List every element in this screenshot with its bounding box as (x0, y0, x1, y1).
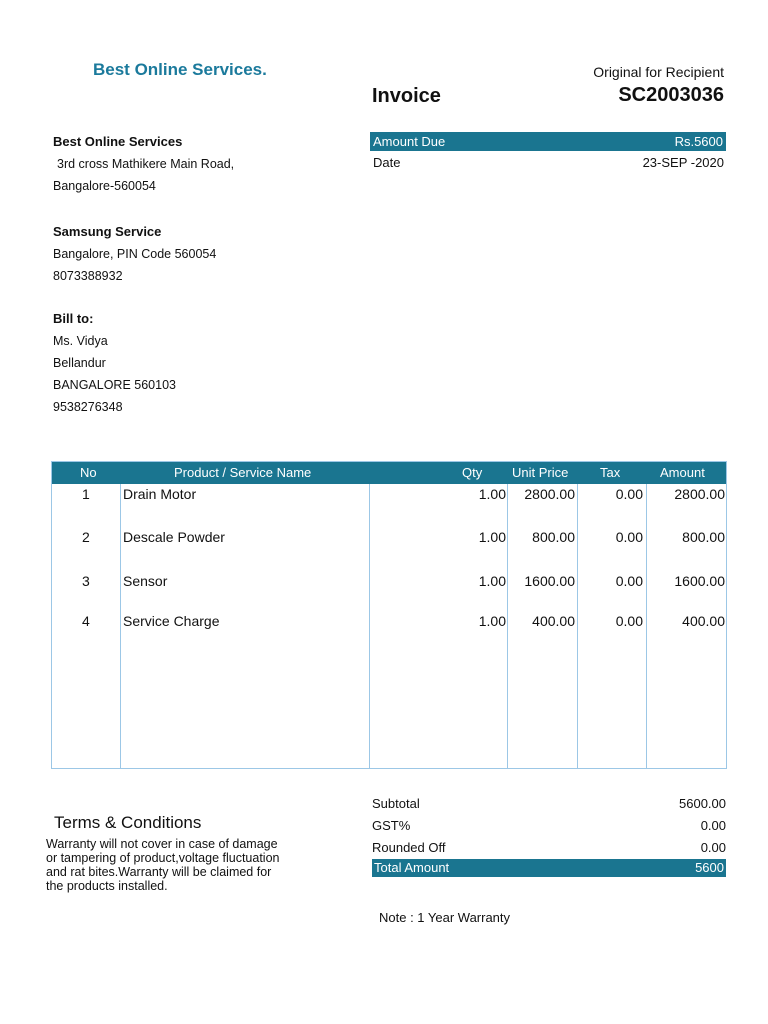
warranty-note: Note : 1 Year Warranty (379, 910, 511, 925)
total-amount-row (372, 859, 726, 877)
invoice-number: SC2003036 (618, 84, 724, 106)
column-divider (646, 484, 647, 768)
bill-to-block (53, 308, 176, 418)
header-unit-price: Unit Price (512, 465, 569, 480)
date-row (370, 153, 726, 172)
bill-to-label: Bill to: (53, 311, 94, 326)
cell-qty: 1.00 (478, 613, 506, 629)
header-no: No (80, 465, 97, 480)
date-value: 23-SEP -2020 (642, 155, 724, 170)
total-amount-label: Total Amount (374, 860, 450, 875)
cell-name: Drain Motor (123, 486, 197, 502)
cell-qty: 1.00 (478, 573, 506, 589)
terms-text: Warranty will not cover in case of damage or tampering of product,voltage fluctuation and rat bites.Warranty will be claimed for the products installed. (46, 837, 280, 893)
seller-address-line1: 3rd cross Mathikere Main Road, (57, 157, 235, 171)
rounded-off-label: Rounded Off (372, 840, 446, 855)
cell-name: Descale Powder (123, 529, 225, 545)
cell-tax: 0.00 (615, 486, 643, 502)
terms-title: Terms & Conditions (54, 813, 202, 832)
column-divider (369, 484, 370, 768)
gst-label: GST% (372, 818, 411, 833)
bill-to-area: Bellandur (53, 356, 106, 370)
rounded-off-row (372, 839, 726, 857)
cell-amount: 2800.00 (674, 486, 725, 502)
cell-no: 2 (82, 529, 90, 545)
seller-block (53, 131, 234, 197)
column-divider (120, 484, 121, 768)
subtotal-value: 5600.00 (679, 796, 726, 811)
cell-qty: 1.00 (478, 529, 506, 545)
table-header (52, 462, 726, 484)
cell-no: 1 (82, 486, 90, 502)
date-label: Date (373, 155, 401, 170)
cell-unit-price: 800.00 (532, 529, 575, 545)
gst-value: 0.00 (700, 818, 726, 833)
copy-label: Original for Recipient (593, 64, 724, 80)
header-amount: Amount (660, 465, 705, 480)
column-divider (507, 484, 508, 768)
cell-no: 4 (82, 613, 90, 629)
cell-amount: 1600.00 (674, 573, 725, 589)
seller-name: Best Online Services (53, 134, 183, 149)
total-amount-value: 5600 (695, 860, 724, 875)
bill-to-name: Ms. Vidya (53, 334, 108, 348)
column-divider (577, 484, 578, 768)
cell-name: Service Charge (123, 613, 220, 629)
cell-unit-price: 1600.00 (524, 573, 575, 589)
subtotal-row (372, 795, 726, 813)
gst-row (372, 817, 726, 835)
cell-tax: 0.00 (615, 613, 643, 629)
cell-qty: 1.00 (478, 486, 506, 502)
service-address: Bangalore, PIN Code 560054 (53, 247, 217, 261)
cell-amount: 800.00 (682, 529, 725, 545)
invoice-title: Invoice (372, 85, 441, 107)
seller-address-line2: Bangalore-560054 (53, 179, 156, 193)
bill-to-city: BANGALORE 560103 (53, 378, 176, 392)
cell-tax: 0.00 (615, 573, 643, 589)
header-tax: Tax (600, 465, 621, 480)
service-name: Samsung Service (53, 224, 162, 239)
cell-no: 3 (82, 573, 90, 589)
cell-unit-price: 400.00 (532, 613, 575, 629)
cell-name: Sensor (123, 573, 168, 589)
seller-brand: Best Online Services. (93, 60, 267, 79)
service-block (53, 221, 216, 287)
bill-to-phone: 9538276348 (53, 400, 123, 414)
amount-due-label: Amount Due (373, 134, 446, 149)
rounded-off-value: 0.00 (700, 840, 726, 855)
cell-unit-price: 2800.00 (524, 486, 575, 502)
amount-due-value: Rs.5600 (674, 134, 723, 149)
header-name: Product / Service Name (174, 465, 312, 480)
subtotal-label: Subtotal (372, 796, 420, 811)
service-phone: 8073388932 (53, 269, 123, 283)
amount-due-row (370, 132, 726, 151)
cell-tax: 0.00 (615, 529, 643, 545)
cell-amount: 400.00 (682, 613, 725, 629)
header-qty: Qty (462, 465, 483, 480)
items-table (51, 461, 727, 769)
